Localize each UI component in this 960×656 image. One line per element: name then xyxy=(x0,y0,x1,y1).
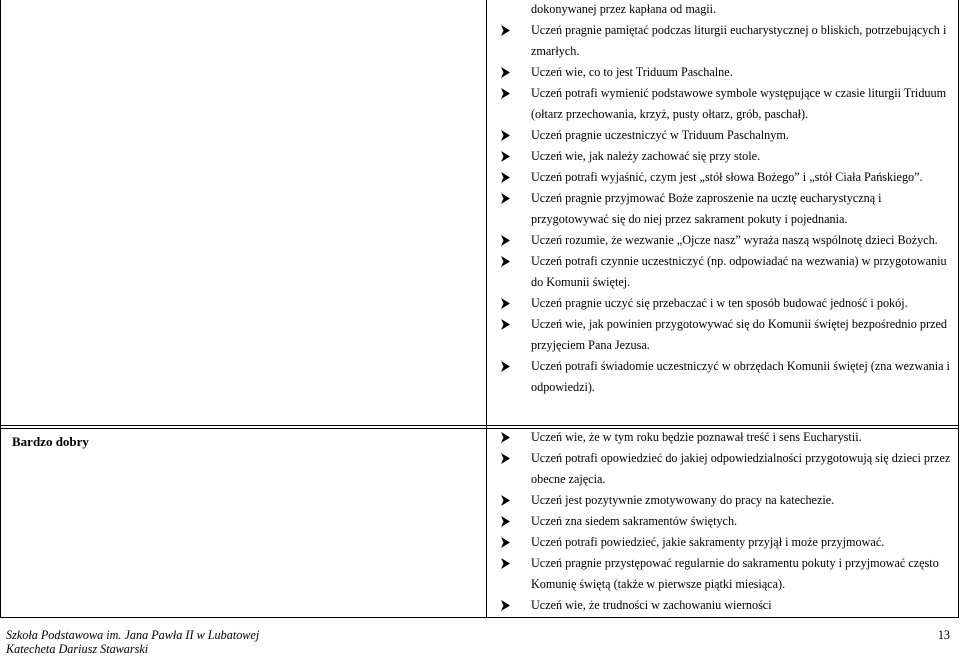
list-item-text: Uczeń potrafi wymienić podstawowe symbole występujące w czasie liturgii Triduum (ołtarz przechowania, krzyż, pusty ołtarz, grób, paschał). xyxy=(531,86,947,121)
arrowhead-bullet-icon xyxy=(501,553,515,569)
list-item-text: Uczeń potrafi powiedzieć, jakie sakramenty przyjął i może przyjmować. xyxy=(531,535,885,549)
list-item-text: Uczeń potrafi wyjaśnić, czym jest „stół słowa Bożego” i „stół Ciała Pańskiego”. xyxy=(531,170,923,184)
list-item-text: Uczeń potrafi świadomie uczestniczyć w obrzędach Komunii świętej (zna wezwania i odpowiedzi). xyxy=(531,359,950,394)
arrowhead-bullet-icon xyxy=(501,125,515,141)
arrowhead-bullet-icon xyxy=(501,356,515,372)
arrowhead-bullet-icon xyxy=(501,595,515,611)
list-item-text: Uczeń pragnie przystępować regularnie do sakramentu pokuty i przyjmować często Komunię świętą (także w pierwsze piątki miesiąca). xyxy=(531,556,939,591)
grade-cell-empty xyxy=(6,0,486,426)
arrowhead-bullet-icon xyxy=(501,230,515,246)
table-border-right xyxy=(958,0,959,618)
grade-cell xyxy=(6,428,486,618)
arrowhead-bullet-icon xyxy=(501,427,515,443)
table-border-left xyxy=(0,0,1,618)
arrowhead-bullet-icon xyxy=(501,490,515,506)
list-item-text: Uczeń potrafi opowiedzieć do jakiej odpowiedzialności przygotowują się dzieci przez obecne zajęcia. xyxy=(531,451,951,486)
arrowhead-bullet-icon xyxy=(501,532,515,548)
arrowhead-bullet-icon xyxy=(501,167,515,183)
list-item-text: Uczeń potrafi czynnie uczestniczyć (np. odpowiadać na wezwania) w przygotowaniu do Komunii świętej. xyxy=(531,254,947,289)
arrowhead-bullet-icon xyxy=(501,62,515,78)
continued-line: dokonywanej przez kapłana od magii. xyxy=(531,2,717,16)
arrowhead-bullet-icon xyxy=(501,314,515,330)
arrowhead-bullet-icon xyxy=(501,83,515,99)
list-item-text: Uczeń zna siedem sakramentów świętych. xyxy=(531,514,738,528)
footer-author: Katecheta Dariusz Stawarski xyxy=(6,642,149,656)
list-item-text: Uczeń pragnie pamiętać podczas liturgii eucharystycznej o bliskich, potrzebujących i zmarłych. xyxy=(531,23,947,58)
list-item-text: Uczeń wie, że w tym roku będzie poznawał treść i sens Eucharystii. xyxy=(531,430,862,444)
requirements-cell-bottom xyxy=(493,428,953,618)
arrowhead-bullet-icon xyxy=(501,293,515,309)
requirements-cell-top xyxy=(493,0,953,426)
page-footer xyxy=(6,628,259,656)
arrowhead-bullet-icon xyxy=(501,146,515,162)
grade-label: Bardzo dobry xyxy=(12,434,89,449)
list-item-text: Uczeń pragnie uczyć się przebaczać i w ten sposób budować jedność i pokój. xyxy=(531,296,908,310)
arrowhead-bullet-icon xyxy=(501,448,515,464)
arrowhead-bullet-icon xyxy=(501,20,515,36)
page-number: 13 xyxy=(937,628,950,642)
list-item-text: Uczeń wie, jak powinien przygotowywać się do Komunii świętej bezpośrednio przed przyjęciem Pana Jezusa. xyxy=(531,317,947,352)
list-item-text: Uczeń wie, co to jest Triduum Paschalne. xyxy=(531,65,733,79)
list-item-text: Uczeń pragnie uczestniczyć w Triduum Paschalnym. xyxy=(531,128,789,142)
list-item-text: Uczeń wie, że trudności w zachowaniu wierności xyxy=(531,598,772,612)
arrowhead-bullet-icon xyxy=(501,188,515,204)
arrowhead-bullet-icon xyxy=(501,251,515,267)
footer-school: Szkoła Podstawowa im. Jana Pawła II w Lubatowej xyxy=(6,628,260,642)
table-column-divider xyxy=(486,0,487,618)
arrowhead-bullet-icon xyxy=(501,511,515,527)
list-item-text: Uczeń jest pozytywnie zmotywowany do pracy na katechezie. xyxy=(531,493,835,507)
list-item-text: Uczeń pragnie przyjmować Boże zaproszenie na ucztę eucharystyczną i przygotowywać się do niej przez sakrament pokuty i pojednania. xyxy=(531,191,882,226)
list-item-text: Uczeń wie, jak należy zachować się przy stole. xyxy=(531,149,761,163)
list-item-text: Uczeń rozumie, że wezwanie „Ojcze nasz” wyraża naszą wspólnotę dzieci Bożych. xyxy=(531,233,938,247)
